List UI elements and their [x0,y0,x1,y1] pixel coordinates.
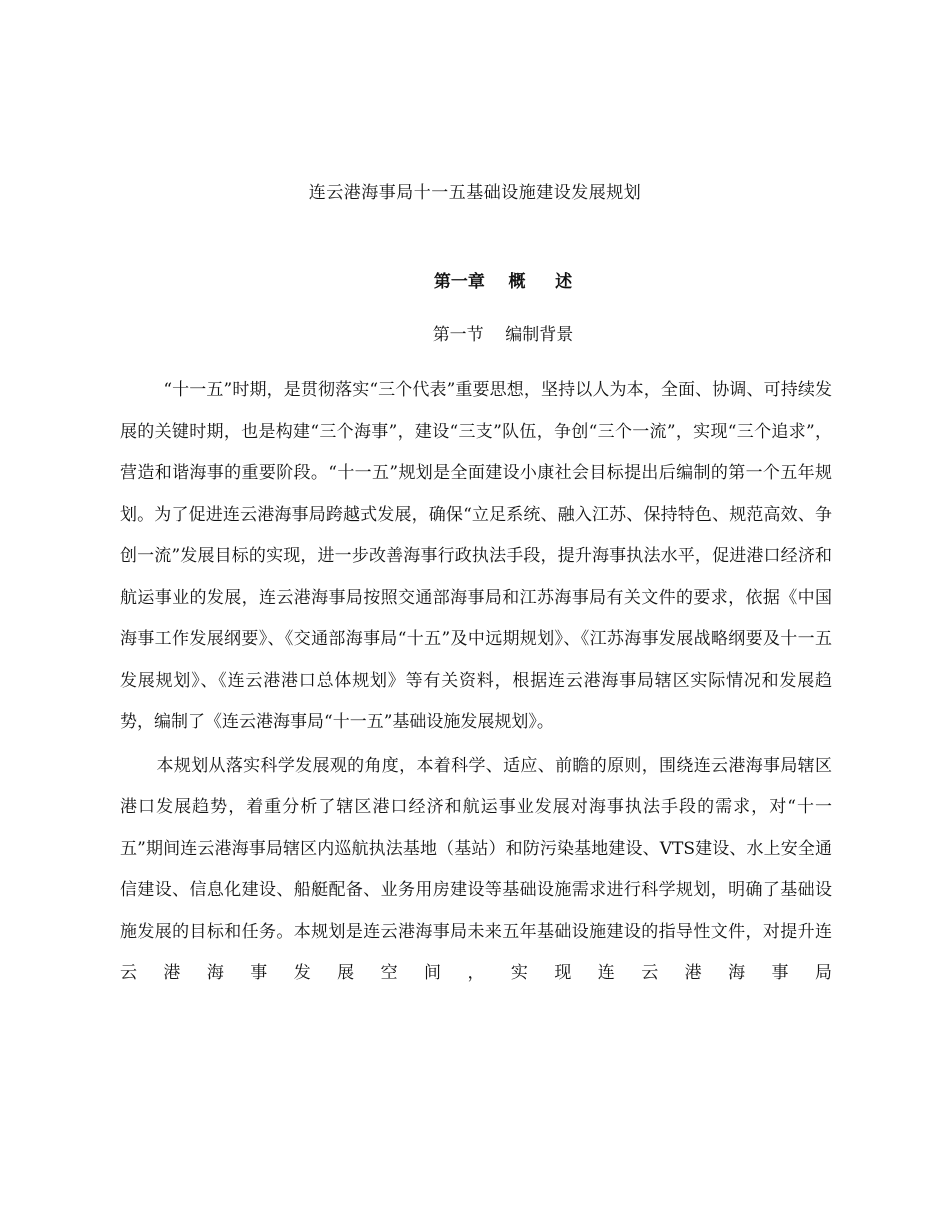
paragraph: “十一五”时期，是贯彻落实“三个代表”重要思想，坚持以人为本，全面、协调、可持续发展的关键时期，也是构建“三个海事”，建设“三支”队伍，争创“三个一流”，实现“三个追求”，营造和谐海事的重要阶段。“十一五”规划是全面建设小康社会目标提出后编制的第一个五年规划。为了促进连云港海事局跨越式发展，确保“立足系统、融入江苏、保持特色、规范高效、争创一流”发展目标的实现，进一步改善海事行政执法手段，提升海事执法水平，促进港口经济和航运事业的发展，连云港海事局按照交通部海事局和江苏海事局有关文件的要求，依据《中国海事工作发展纲要》、《交通部海事局“十五”及中远期规划》、《江苏海事发展战略纲要及十一五发展规划》、《连云港港口总体规划》等有关资料，根据连云港海事局辖区实际情况和发展趋势，编制了《连云港海事局“十一五”基础设施发展规划》。 [120,380,832,732]
chapter-heading: 第一章 概 述 [433,272,573,292]
section-heading: 第一节 编制背景 [432,325,574,345]
body-text [120,370,832,995]
paragraph: 本规划从落实科学发展观的角度，本着科学、适应、前瞻的原则，围绕连云港海事局辖区港口发展趋势，着重分析了辖区港口经济和航运事业发展对海事执法手段的需求，对“十一五”期间连云港海事局辖区内巡航执法基地（基站）和防污染基地建设、VTS建设、水上安全通信建设、信息化建设、船艇配备、业务用房建设等基础设施需求进行科学规划，明确了基础设施发展的目标和任务。本规划是连云港海事局未来五年基础设施建设的指导性文件，对提升连云港海事发展空间，实现连云港海事局 [120,755,832,983]
document-title: 连云港海事局十一五基础设施建设发展规划 [308,183,642,203]
